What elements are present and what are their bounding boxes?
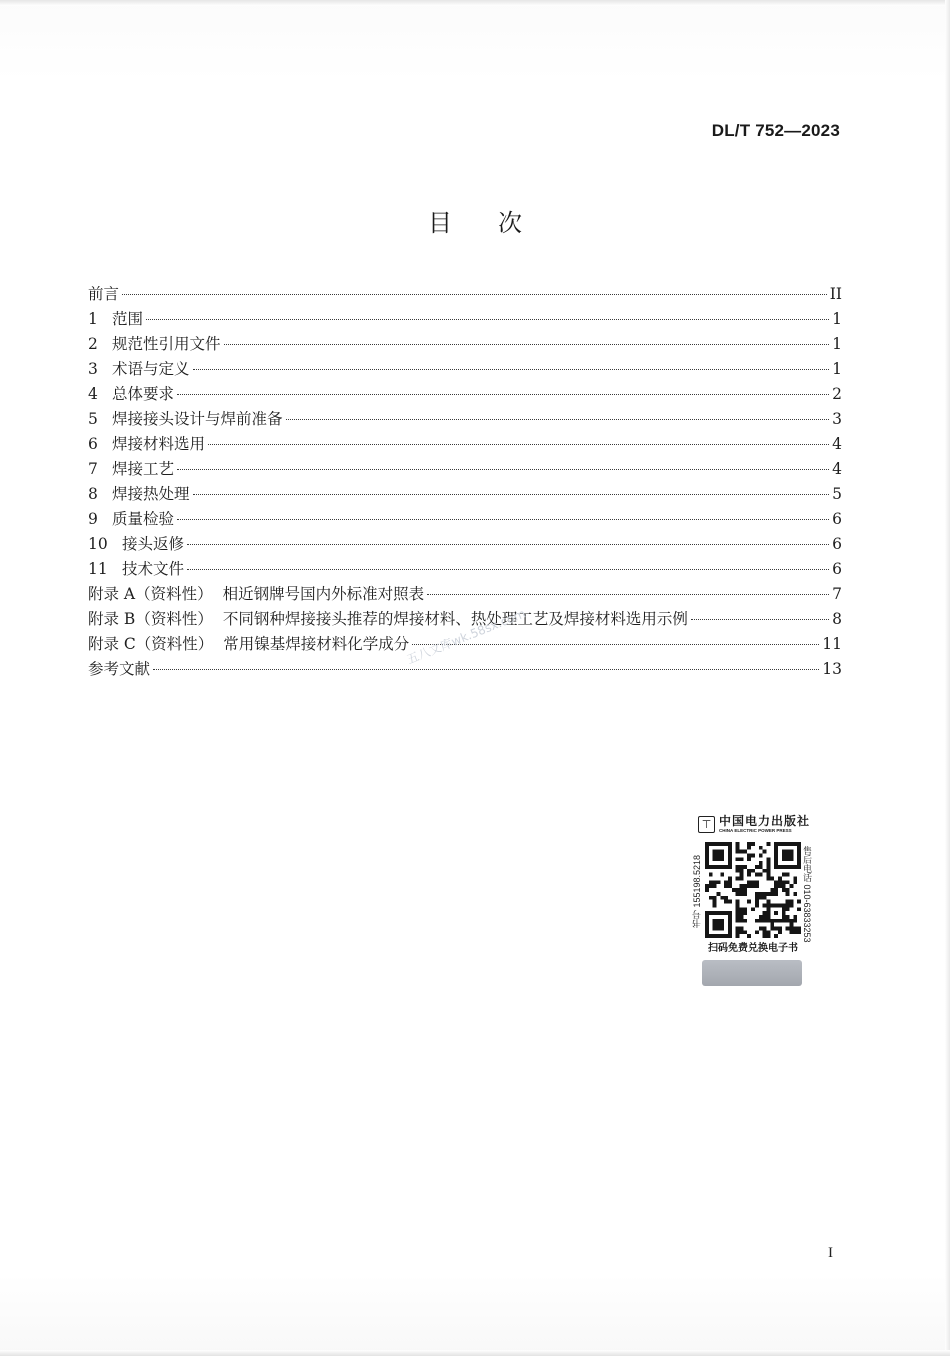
book-number: 书号 155198.5218 (692, 854, 702, 928)
toc-entry-page: 13 (822, 660, 842, 678)
toc-entry-page: 6 (832, 510, 842, 528)
toc-entry-label: 焊接接头设计与焊前准备 (112, 410, 283, 428)
toc-leader-dots (193, 368, 830, 370)
scan-edge-top (0, 0, 950, 6)
toc-leader-dots (187, 543, 829, 545)
toc-entry[interactable] (88, 457, 842, 482)
toc-leader-dots (427, 593, 829, 595)
toc-entry-number: 1 (88, 310, 98, 328)
toc-entry-label: 技术文件 (122, 560, 185, 578)
toc-entry-page: 4 (832, 460, 842, 478)
toc-entry-number: 8 (88, 485, 98, 503)
toc-entry[interactable] (88, 407, 842, 432)
qr-caption: 扫码免费兑换电子书 (708, 943, 798, 954)
toc-entry[interactable] (88, 282, 842, 307)
toc-entry-label: 不同钢种焊接接头推荐的焊接材料、热处理工艺及焊接材料选用示例 (222, 610, 688, 628)
toc-entry-page: 3 (832, 410, 842, 428)
toc-entry[interactable] (88, 657, 842, 682)
toc-entry-label: 范围 (112, 310, 144, 328)
toc-entry-label: 焊接工艺 (112, 460, 175, 478)
toc-leader-dots (177, 468, 829, 470)
toc-leader-dots (146, 318, 829, 320)
toc-entry-page: 5 (832, 485, 842, 503)
toc-entry-number: 2 (88, 335, 98, 353)
toc-entry-label: 质量检验 (112, 510, 175, 528)
toc-entry-label: 接头返修 (122, 535, 185, 553)
toc-entry-page: 8 (832, 610, 842, 628)
toc-entry-number: 11 (88, 560, 108, 578)
toc-entry-label: 总体要求 (112, 385, 175, 403)
toc-entry[interactable] (88, 532, 842, 557)
toc-entry[interactable] (88, 357, 842, 382)
toc-entry-page: II (829, 285, 842, 303)
toc-entry-page: 6 (832, 535, 842, 553)
toc-entry-page: 4 (832, 435, 842, 453)
toc-leader-dots (208, 443, 829, 445)
toc-entry-label: 参考文献 (88, 660, 151, 678)
publisher-logo-icon: ⊤ (698, 816, 715, 833)
toc-leader-dots (286, 418, 830, 420)
toc-entry-page: 11 (822, 635, 842, 653)
toc-entry-label: 术语与定义 (112, 360, 190, 378)
toc-entry[interactable] (88, 582, 842, 607)
toc-entry[interactable] (88, 307, 842, 332)
toc-entry-label: 焊接热处理 (112, 485, 190, 503)
sales-phone: 售后电话 010-63833253 (802, 845, 812, 943)
toc-entry-page: 6 (832, 560, 842, 578)
toc-entry[interactable] (88, 482, 842, 507)
toc-entry-label: 相近钢牌号国内外标准对照表 (222, 585, 425, 603)
watermark-text: 五八文库wk.58sx.com (404, 606, 528, 667)
toc-entry[interactable] (88, 557, 842, 582)
toc-entry[interactable] (88, 432, 842, 457)
toc-leader-dots (412, 643, 819, 645)
toc-entry[interactable] (88, 382, 842, 407)
toc-leader-dots (153, 668, 819, 670)
toc-entry-number: 附录 A（资料性） (88, 585, 213, 603)
scratch-code-panel[interactable] (702, 960, 802, 986)
toc-entry-page: 1 (832, 310, 842, 328)
toc-entry-number: 5 (88, 410, 98, 428)
table-of-contents (88, 282, 842, 682)
toc-entry-label: 常用镍基焊接材料化学成分 (223, 635, 410, 653)
toc-entry-page: 1 (832, 360, 842, 378)
toc-entry-label: 规范性引用文件 (112, 335, 221, 353)
toc-leader-dots (193, 493, 830, 495)
toc-leader-dots (224, 343, 830, 345)
publisher-mark (698, 812, 814, 836)
qr-card (692, 812, 814, 988)
page-title: 目次 (428, 209, 568, 237)
toc-entry-number: 4 (88, 385, 98, 403)
toc-leader-dots (187, 568, 829, 570)
standard-code: DL/T 752—2023 (711, 121, 840, 140)
toc-leader-dots (177, 518, 829, 520)
toc-entry-number: 3 (88, 360, 98, 378)
toc-entry[interactable] (88, 507, 842, 532)
scan-edge-bottom (0, 1350, 950, 1356)
page-number: I (828, 1245, 833, 1261)
toc-entry-number: 10 (88, 535, 108, 553)
toc-entry-number: 9 (88, 510, 98, 528)
toc-entry-page: 7 (832, 585, 842, 603)
publisher-name-en: CHINA ELECTRIC POWER PRESS (719, 827, 792, 833)
toc-leader-dots (691, 618, 829, 620)
toc-leader-dots (122, 293, 827, 295)
toc-entry-label: 焊接材料选用 (112, 435, 206, 453)
publisher-name-cn: 中国电力出版社 (719, 813, 811, 828)
toc-entry-page: 2 (832, 385, 842, 403)
toc-entry-page: 1 (832, 335, 842, 353)
toc-leader-dots (177, 393, 829, 395)
qr-code-icon[interactable] (705, 842, 801, 938)
toc-entry-number: 7 (88, 460, 98, 478)
toc-entry-label: 前言 (88, 285, 120, 303)
toc-entry[interactable] (88, 332, 842, 357)
toc-entry-number: 6 (88, 435, 98, 453)
toc-entry-number: 附录 C（资料性） (88, 635, 214, 653)
toc-entry-number: 附录 B（资料性） (88, 610, 213, 628)
